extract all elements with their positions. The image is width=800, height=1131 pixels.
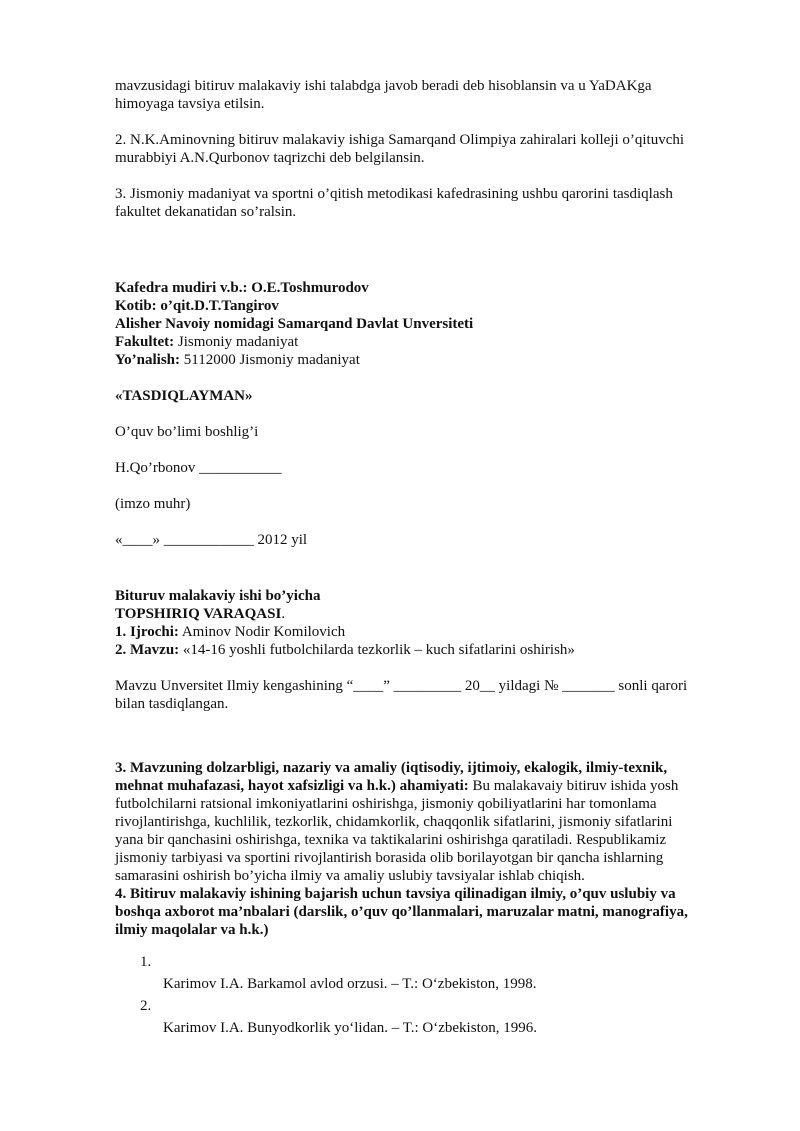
faculty-label: Fakultet: (115, 334, 175, 350)
document-page (115, 77, 735, 1037)
executor-label: 1. Ijrochi: (115, 624, 179, 640)
department-head: Kafedra mudiri v.b.: O.E.Toshmurodov (115, 280, 369, 296)
text-line: futbolchilarni ratsional imkoniyatlarini oshirishga, jismoniy qobiliyatlarini har tomonlama (115, 796, 657, 812)
faculty-line (115, 333, 735, 351)
direction-label: Yo’nalish: (115, 352, 181, 368)
topic-approval-paragraph (115, 677, 735, 713)
assignment-header (115, 587, 735, 659)
relevance-label-tail: mehnat muhafazasi, hayot xafsizligi va h.k.) ahamiyati: (115, 778, 469, 794)
assignment-title-line (115, 605, 735, 623)
text-line: himoyaga tavsiya etilsin. (115, 96, 265, 112)
text-line: mavzusidagi bitiruv malakaviy ishi talabdga javob beradi deb hisoblansin va u YaDAKga (115, 78, 652, 94)
text-line: 4. Bitiruv malakaviy ishining bajarish uchun tavsiya qilinadigan ilmiy, o’quv uslubiy va (115, 886, 676, 902)
reference-text: Karimov I.A. Bunyodkorlik yo‘lidan. – T.: O‘zbekiston, 1996. (163, 1020, 537, 1036)
approval-title-text: «TASDIQLAYMAN» (115, 388, 253, 404)
approval-department: O’quv bo’limi boshlig’i (115, 424, 259, 440)
reference-text: Karimov I.A. Barkamol avlod orzusi. – T.: O‘zbekiston, 1998. (163, 976, 537, 992)
text-line: 3. Jismoniy madaniyat va sportni o’qitish metodikasi kafedrasining ushbu qarorini tasdiqlash (115, 186, 673, 202)
decision-paragraph-3 (115, 185, 735, 221)
topic-label: 2. Mavzu: (115, 642, 180, 658)
relevance-label: 3. Mavzuning dolzarbligi, nazariy va amaliy (iqtisodiy, ijtimoiy, ekalogik, ilmiy-texnik, (115, 760, 668, 776)
list-item (115, 953, 735, 993)
topic-value: «14-16 yoshli futbolchilarda tezkorlik – kuch sifatlarini oshirish» (179, 642, 575, 658)
secretary: Kotib: o’qit.D.T.Tangirov (115, 298, 279, 314)
text-line: Mavzu Unversitet Ilmiy kengashining “____” _________ 20__ yildagi № _______ sonli qarori (115, 678, 688, 694)
approval-title (115, 387, 735, 405)
list-number: 2. (140, 998, 152, 1014)
direction-line (115, 351, 735, 369)
university-name: Alisher Navoiy nomidagi Samarqand Davlat Unversiteti (115, 316, 474, 332)
text-line: jismoniy tarbiyasi va sportini rivojlantirish borasida olib borilayotgan bir qancha ishlarning (115, 850, 664, 866)
assignment-title: TOPSHIRIQ VARAQASI (115, 606, 282, 622)
text-line: samarasini oshirish bo’yicha ilmiy va amaliy uslubiy tavsiyalar ishlab chiqish. (115, 868, 585, 884)
direction-value: 5112000 Jismoniy madaniyat (180, 352, 360, 368)
list-number: 1. (140, 954, 152, 970)
text-line: bilan tasdiqlangan. (115, 696, 229, 712)
text-line: fakultet dekanatidan so’ralsin. (115, 204, 297, 220)
text-line: ilmiy maqolalar va h.k.) (115, 922, 269, 938)
assignment-heading: Bituruv malakaviy ishi bo’yicha (115, 588, 321, 604)
approval-stamp: (imzo muhr) (115, 496, 191, 512)
text-line: 2. N.K.Aminovning bitiruv malakaviy ishiga Samarqand Olimpiya zahiralari kolleji o’qituvchi (115, 132, 685, 148)
executor-line (115, 623, 735, 641)
text-line: rivojlantirishga, kuchlilik, tezkorlik, chidamkorlik, chaqqonlik sifatlarini, jismoniy sifatlarini (115, 814, 673, 830)
text-line: boshqa axborot ma’nbalari (darslik, o’quv qo’llanmalari, maruzalar matni, manografiya, (115, 904, 688, 920)
text-line: yana bir qanchasini oshirishga, texnika va taktikalarini oshirishga qaratiladi. Respublikamiz (115, 832, 667, 848)
approval-date: «____» ____________ 2012 yil (115, 532, 308, 548)
decision-paragraph-1 (115, 77, 735, 113)
relevance-text: Bu malakavaiy bitiruv ishida yosh (468, 778, 679, 794)
reference-list (115, 953, 735, 1037)
approval-signer: H.Qo’rbonov ___________ (115, 460, 282, 476)
relevance-paragraph (115, 759, 735, 885)
assignment-title-tail: . (281, 606, 286, 622)
text-line: murabbiyi A.N.Qurbonov taqrizchi deb belgilansin. (115, 150, 425, 166)
decision-paragraph-2 (115, 131, 735, 167)
executor-value: Aminov Nodir Komilovich (178, 624, 346, 640)
text-line (115, 777, 735, 795)
signature-block (115, 279, 735, 369)
sources-heading (115, 885, 735, 939)
list-item (115, 997, 735, 1037)
faculty-value: Jismoniy madaniyat (174, 334, 299, 350)
topic-line (115, 641, 735, 659)
